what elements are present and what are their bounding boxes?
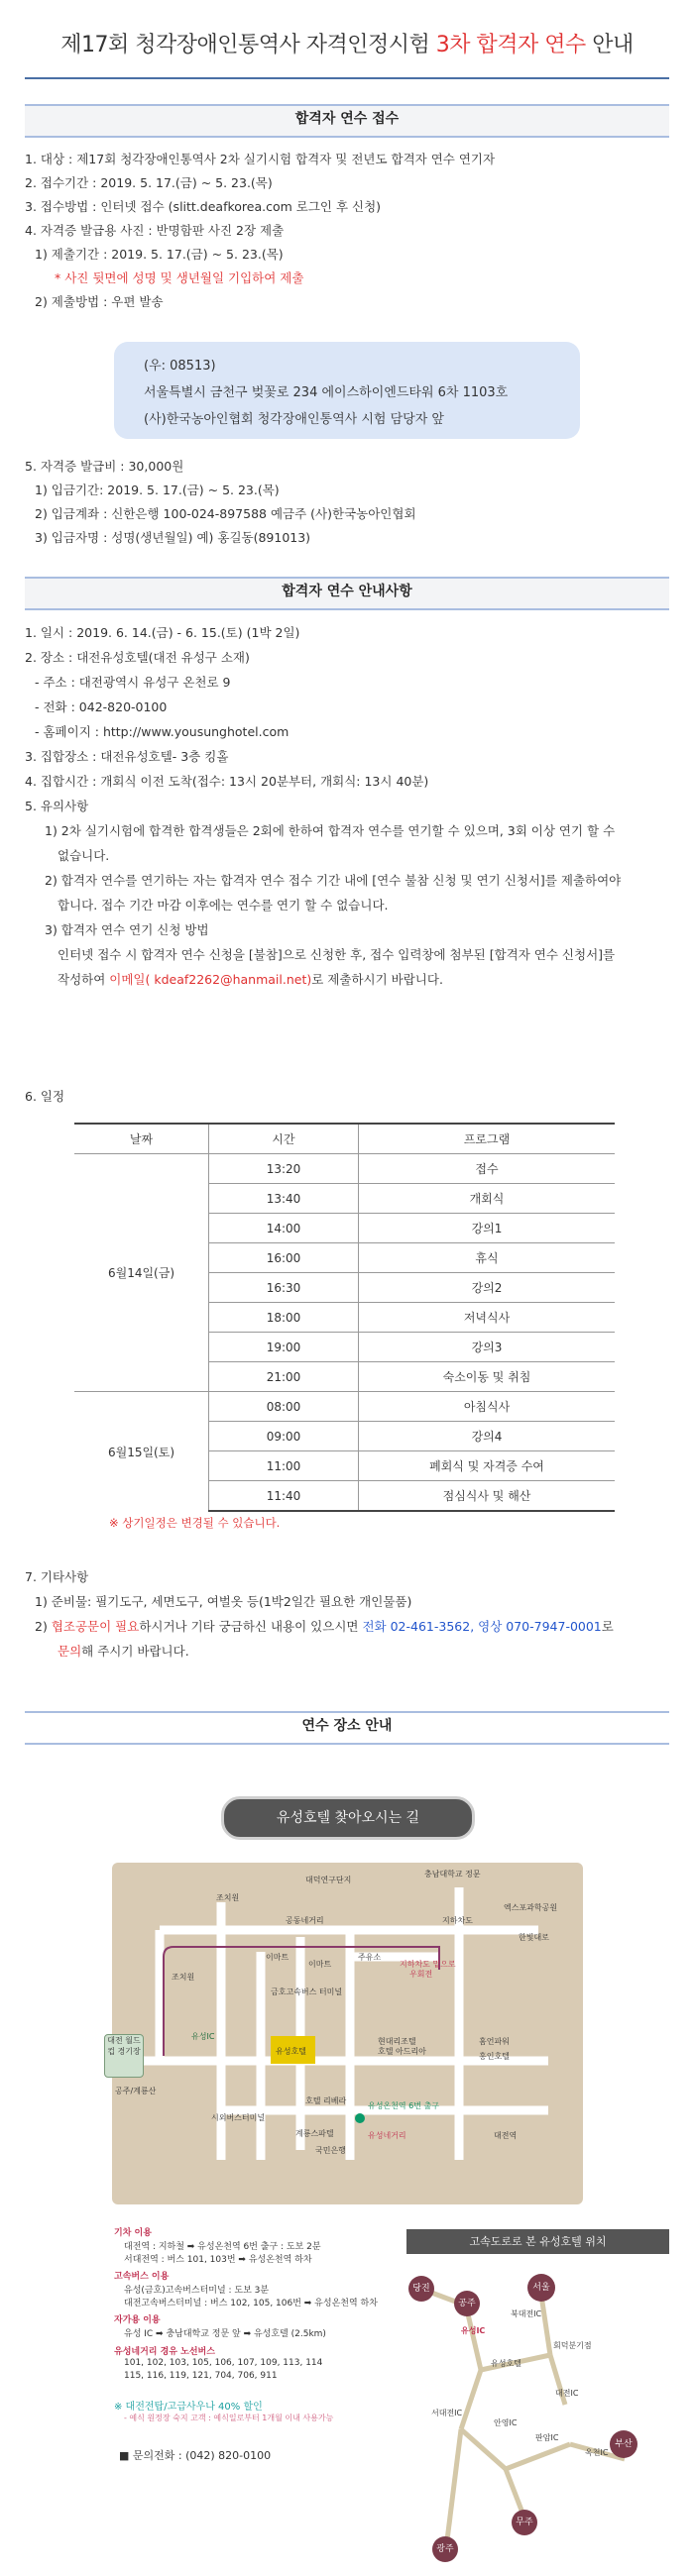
map-label-terminal: 시외버스터미널 (211, 2113, 266, 2122)
map-label-ic: 유성IC (191, 2032, 215, 2041)
map-label-riviera: 호텔 리베라 (305, 2096, 347, 2105)
directions-banner: 유성호텔 찾아오시는 길 (221, 1796, 475, 1840)
map-label-jochiwon: 조치원 (216, 1893, 240, 1902)
map-label-spatel: 계룡스파텔 (295, 2129, 334, 2138)
deposit-account: 2) 입금계좌 : 신한은행 100-024-897588 예금주 (사)한국농아인협회 (35, 506, 416, 521)
schedule-program: 강의2 (359, 1273, 616, 1303)
inquiry-phone: ■ 문의전화 : (042) 820-0100 (119, 2449, 272, 2462)
contact-phone[interactable]: 전화 02-461-3562, 영상 070-7947-0001 (362, 1619, 602, 1634)
bus-heading: 고속버스 이용 (114, 2272, 170, 2282)
address-line: 서울특별시 금천구 벚꽃로 234 에이스하이엔드타워 6차 1103호 (144, 385, 509, 400)
schedule-table (74, 1123, 615, 1512)
page-title: 제17회 청각장애인통역사 자격인정시험 3차 합격자 연수 안내 (60, 33, 634, 57)
guide-notes: 5. 유의사항 (25, 799, 89, 813)
misc-contact-cont: 문의해 주시기 바랍니다. (58, 1644, 189, 1659)
map-label-gongju: 공주/계룡산 (115, 2087, 157, 2095)
discount-line: - 예식 원정장 숙지 고객 : 예식일로부터 1개월 이내 사용가능 (124, 2414, 334, 2422)
cert-fee: 5. 자격증 발급비 : 30,000원 (25, 459, 184, 474)
bus-line1: 유성(금호)고속버스터미널 : 도보 3분 (124, 2286, 270, 2296)
address-recipient: (사)한국농아인협회 청각장애인통역사 시험 담당자 앞 (144, 412, 444, 427)
schedule-time: 11:00 (209, 1451, 359, 1481)
schedule-time: 16:00 (209, 1243, 359, 1273)
node-yuseong-ic: 유성IC (461, 2326, 486, 2335)
photo-period: 1) 제출기간 : 2019. 5. 17.(금) ~ 5. 23.(목) (35, 247, 284, 262)
node-gongju: 공주 (454, 2291, 480, 2316)
guide-place: 2. 장소 : 대전유성호텔(대전 유성구 소재) (25, 650, 250, 665)
map-label-daejeon-stn: 대전역 (494, 2131, 518, 2140)
photo-note: * 사진 뒷면에 성명 및 생년월일 기입하여 제출 (55, 270, 304, 285)
map-label-emart: 이마트 (266, 1953, 289, 1962)
car-heading: 자가용 이용 (114, 2315, 161, 2325)
mailing-address-box (114, 342, 580, 439)
schedule-time: 11:40 (209, 1481, 359, 1512)
citybus-line1: 101, 102, 103, 105, 106, 107, 109, 113, 114 (124, 2358, 323, 2368)
node-bukdaejeon: 북대전IC (511, 2309, 542, 2318)
guide-phone: - 전화 : 042-820-0100 (35, 699, 168, 714)
train-line2: 서대전역 : 버스 101, 103번 ➡ 유성온천역 하차 (124, 2255, 312, 2265)
section-header-location: 연수 장소 안내 (25, 1711, 669, 1741)
schedule-time: 18:00 (209, 1303, 359, 1333)
node-gwangju: 광주 (432, 2536, 458, 2562)
schedule-program: 아침식사 (359, 1392, 616, 1422)
schedule-row (74, 1392, 615, 1422)
depositor-name: 3) 입금자명 : 성명(생년월일) 예) 홍길동(891013) (35, 530, 311, 545)
map-label-adria: 호텔 아드리아 (378, 2047, 426, 2056)
misc-contact: 2) 협조공문이 필요하시거나 기타 궁금하신 내용이 있으시면 전화 02-461-3562, 영상 070-7947-0001로 (35, 1619, 614, 1634)
bus-line2: 대전고속버스터미널 : 버스 102, 105, 106번 ➡ 유성온천역 하차 (124, 2299, 378, 2308)
col-time: 시간 (209, 1124, 359, 1154)
schedule-time: 16:30 (209, 1273, 359, 1303)
node-daejeon-ic: 대전IC (555, 2389, 579, 2398)
schedule-time: 14:00 (209, 1214, 359, 1243)
map-label-gas: 주유소 (358, 1953, 382, 1962)
map-roads (112, 1863, 583, 2204)
schedule-program: 휴식 (359, 1243, 616, 1273)
schedule-time: 13:40 (209, 1184, 359, 1214)
map-label-right: 우회전 (409, 1970, 433, 1979)
node-muju: 무주 (512, 2510, 537, 2535)
reg-target: 1. 대상 : 제17회 청각장애인통역사 2차 실기시험 합격자 및 전년도 합격자 연수 연기자 (25, 152, 496, 166)
schedule-program: 개회식 (359, 1184, 616, 1214)
map-label-hongin: 홍인호텔 (479, 2052, 510, 2061)
email-link[interactable]: 이메일( kdeaf2262@hanmail.net) (109, 972, 312, 987)
car-line1: 유성 IC ➡ 충남대학교 정문 앞 ➡ 유성호텔 (2.5km) (124, 2329, 326, 2339)
reg-period: 2. 접수기간 : 2019. 5. 17.(금) ~ 5. 23.(목) (25, 175, 273, 190)
postal-code: (우: 08513) (144, 359, 216, 374)
map-label-hotel: 유성호텔 (276, 2047, 306, 2056)
section-header-registration: 합격자 연수 접수 (25, 104, 669, 134)
schedule-heading: 6. 일정 (25, 1089, 65, 1104)
col-program: 프로그램 (359, 1124, 616, 1154)
misc-heading: 7. 기타사항 (25, 1569, 89, 1584)
guide-homepage[interactable]: - 홈페이지 : http://www.yousunghotel.com (35, 724, 289, 739)
schedule-program: 강의4 (359, 1422, 616, 1451)
schedule-program: 폐회식 및 자격증 수여 (359, 1451, 616, 1481)
map-label-cnu: 충남대학교 정문 (424, 1870, 481, 1878)
map-label-gongdong: 공동네거리 (286, 1916, 324, 1925)
node-anyeong: 안영IC (494, 2418, 518, 2427)
train-heading: 기차 이용 (114, 2228, 152, 2238)
reg-photo: 4. 자격증 발급용 사진 : 반명함판 사진 2장 제출 (25, 223, 285, 238)
node-okcheon: 옥천IC (585, 2448, 609, 2457)
map-stadium: 대전 월드컵 경기장 (104, 2034, 144, 2078)
citybus-heading: 유성네거리 경유 노선버스 (114, 2347, 215, 2357)
map-label-under: 지하차도 밑으로 (400, 1960, 456, 1969)
map-label-jochiwon2: 조치원 (172, 1973, 195, 1982)
node-seoul: 서울 (527, 2274, 555, 2302)
schedule-time: 13:20 (209, 1154, 359, 1184)
schedule-program: 저녁식사 (359, 1303, 616, 1333)
note-3: 3) 합격자 연수 연기 신청 방법 (45, 922, 209, 937)
map-label-hyundai: 현대리조텔 (378, 2037, 416, 2046)
note-2-cont: 합니다. 접수 기간 마감 이후에는 연수를 연기 할 수 없습니다. (58, 898, 389, 912)
note-2: 2) 합격자 연수를 연기하는 자는 합격자 연수 접수 기간 내에 [연수 불참 신청 및 연기 신청서]를 제출하여야 (45, 873, 622, 888)
schedule-program: 숙소이동 및 취침 (359, 1362, 616, 1392)
map-label-station: 유성온천역 6번 출구 (368, 2101, 439, 2110)
map-label-homepower: 홈언파워 (479, 2037, 510, 2046)
map-label-daedeok: 대덕연구단지 (305, 1876, 352, 1884)
schedule-time: 09:00 (209, 1422, 359, 1451)
note-3-email: 작성하여 이메일( kdeaf2262@hanmail.net)로 제출하시기 바랍니다. (58, 972, 443, 987)
highway-heading: 고속도로로 본 유성호텔 위치 (406, 2229, 669, 2254)
citybus-line2: 115, 116, 119, 121, 704, 706, 911 (124, 2371, 278, 2381)
map-label-kumho: 금호고속버스 터미널 (271, 1987, 343, 1996)
misc-supplies: 1) 준비물: 필기도구, 세면도구, 여벌옷 등(1박2일간 필요한 개인물품) (35, 1594, 412, 1609)
map-label-underpass: 지하차도 (442, 1916, 473, 1925)
guide-meeting-place: 3. 집합장소 : 대전유성호텔- 3층 킹홀 (25, 749, 229, 764)
guide-meeting-time: 4. 집합시간 : 개회식 이전 도착(접수: 13시 20분부터, 개회식: 13시 40분) (25, 774, 429, 789)
discount-heading: ※ 대전전탑/고급사우나 40% 할인 (114, 2402, 263, 2413)
node-hoedeok: 회덕분기점 (553, 2341, 592, 2350)
guide-address: - 주소 : 대전광역시 유성구 온천로 9 (35, 675, 231, 690)
schedule-note: ※ 상기일정은 변경될 수 있습니다. (109, 1516, 281, 1530)
schedule-time: 19:00 (209, 1333, 359, 1362)
map-label-bank: 국민은행 (315, 2146, 346, 2155)
map-label-crossroad: 유성네거리 (368, 2131, 406, 2140)
map-label-expo: 엑스포과학공원 (504, 1903, 558, 1912)
node-seodaejeon: 서대전IC (431, 2409, 463, 2417)
map-label-emart2: 이마트 (308, 1960, 332, 1969)
schedule-date: 6월15일(토) (74, 1392, 209, 1512)
map-label-hanbit: 한빛대로 (519, 1933, 549, 1942)
schedule-row (74, 1154, 615, 1184)
schedule-program: 강의1 (359, 1214, 616, 1243)
schedule-time: 08:00 (209, 1392, 359, 1422)
node-panam: 판암IC (535, 2433, 559, 2442)
col-date: 날짜 (74, 1124, 209, 1154)
note-1-cont: 없습니다. (58, 848, 110, 863)
note-3-desc: 인터넷 접수 시 합격자 연수 신청을 [불참]으로 신청한 후, 접수 입력창에 첨부된 [합격자 연수 신청서]를 (58, 947, 616, 962)
schedule-program: 점심식사 및 해산 (359, 1481, 616, 1512)
top-divider (25, 77, 669, 79)
note-1: 1) 2차 실기시험에 합격한 합격생들은 2회에 한하여 합격자 연수를 연기할 수 있으며, 3회 이상 연기 할 수 (45, 823, 616, 838)
node-dangjin: 당진 (408, 2276, 434, 2302)
reg-method: 3. 접수방법 : 인터넷 접수 (slitt.deafkorea.com 로그인 후 신청) (25, 199, 382, 214)
node-hotel: 유성호텔 (491, 2359, 521, 2368)
guide-date: 1. 일시 : 2019. 6. 14.(금) - 6. 15.(토) (1박 2일) (25, 625, 300, 640)
train-line1: 대전역 : 지하철 ➡ 유성온천역 6번 출구 : 도보 2분 (124, 2242, 321, 2252)
schedule-time: 21:00 (209, 1362, 359, 1392)
node-busan: 부산 (610, 2430, 637, 2458)
schedule-program: 접수 (359, 1154, 616, 1184)
schedule-program: 강의3 (359, 1333, 616, 1362)
section-header-guide: 합격자 연수 안내사항 (25, 577, 669, 606)
deposit-period: 1) 입금기간: 2019. 5. 17.(금) ~ 5. 23.(목) (35, 483, 280, 497)
schedule-date: 6월14일(금) (74, 1154, 209, 1392)
photo-method: 2) 제출방법 : 우편 발송 (35, 294, 164, 309)
location-map (107, 1863, 583, 2204)
